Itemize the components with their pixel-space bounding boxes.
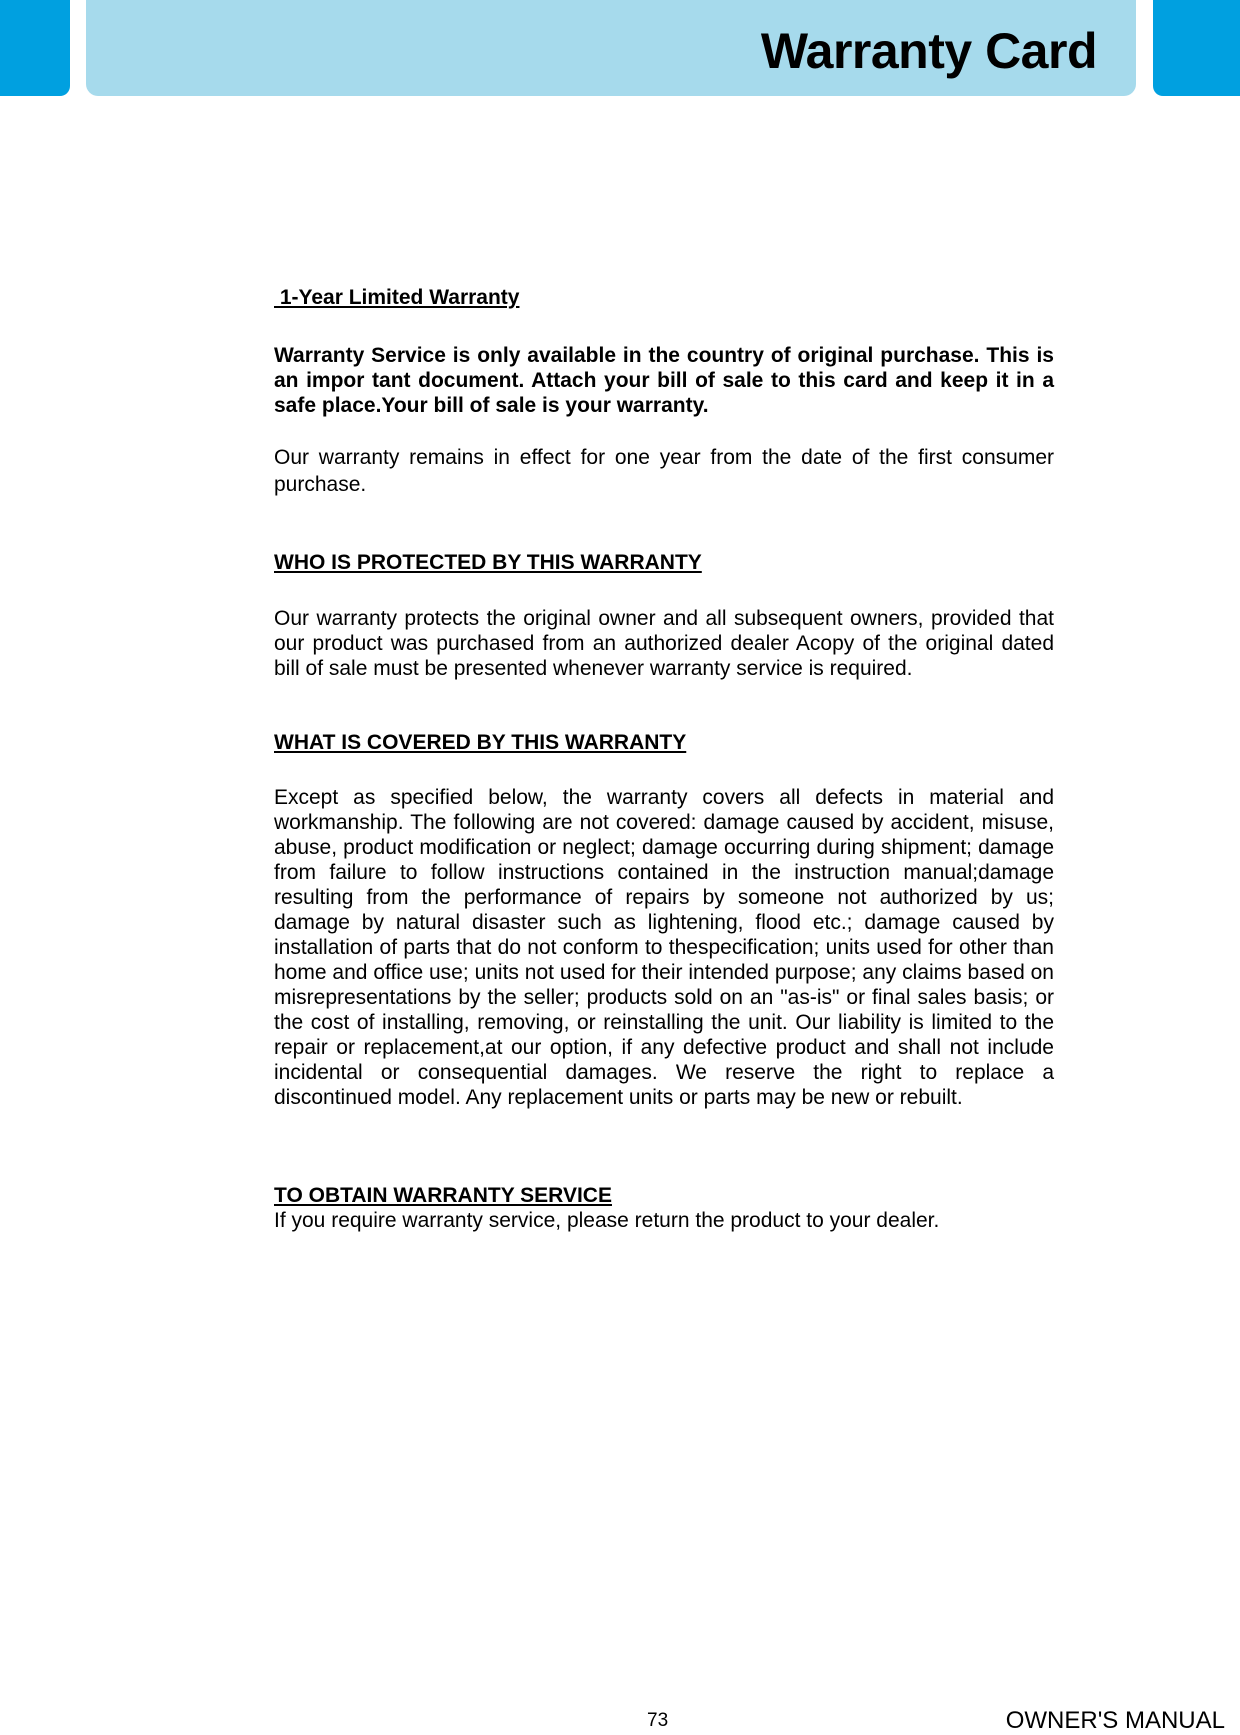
what-heading: WHAT IS COVERED BY THIS WARRANTY bbox=[274, 731, 687, 754]
header-left-block bbox=[0, 0, 70, 96]
manual-label: OWNER'S MANUAL bbox=[1005, 1707, 1225, 1734]
page-title: Warranty Card bbox=[760, 23, 1097, 79]
header-right-block bbox=[1153, 0, 1240, 96]
notice-paragraph: Warranty Service is only available in the country of original purchase. This is an impor tant document. Attach your bill of sale to this card and keep it in a safe place.Your bill of sale is your warranty. bbox=[274, 344, 1054, 417]
warranty-heading: 1-Year Limited Warranty bbox=[274, 286, 520, 309]
what-paragraph: Except as specified below, the warranty covers all defects in material and workmanship. The following are not covered: damage caused by accident, misuse, abuse, product modification or neglect; damage occurring during shipment; damage from failure to follow instructions contained in the instruction manual;damage resulting from the performance of repairs by someone not authorized by us; damage by natural disaster such as lightening, flood etc.; damage caused by installation of parts that do not conform to thespecification; units used for other than home and office use; units not used for their intended purpose; any claims based on misrepresentations by the seller; products sold on an "as-is" or final sales basis; or the cost of installing, removing, or reinstalling the unit. Our liability is limited to the repair or replacement,at our option, if any defective product and shall not include incidental or consequential damages. We reserve the right to replace a discontinued model. Any replacement units or parts may be new or rebuilt. bbox=[274, 786, 1054, 1109]
obtain-heading: TO OBTAIN WARRANTY SERVICE bbox=[274, 1184, 612, 1207]
effect-paragraph: Our warranty remains in effect for one year from the date of the first consumer purchase. bbox=[274, 446, 1054, 496]
who-paragraph: Our warranty protects the original owner and all subsequent owners, provided that our product was purchased from an authorized dealer Acopy of the original dated bill of sale must be presented whenever warranty service is required. bbox=[274, 607, 1054, 680]
obtain-paragraph: If you require warranty service, please return the product to your dealer. bbox=[274, 1209, 940, 1232]
who-heading: WHO IS PROTECTED BY THIS WARRANTY bbox=[274, 551, 702, 574]
page-number: 73 bbox=[647, 1710, 669, 1731]
